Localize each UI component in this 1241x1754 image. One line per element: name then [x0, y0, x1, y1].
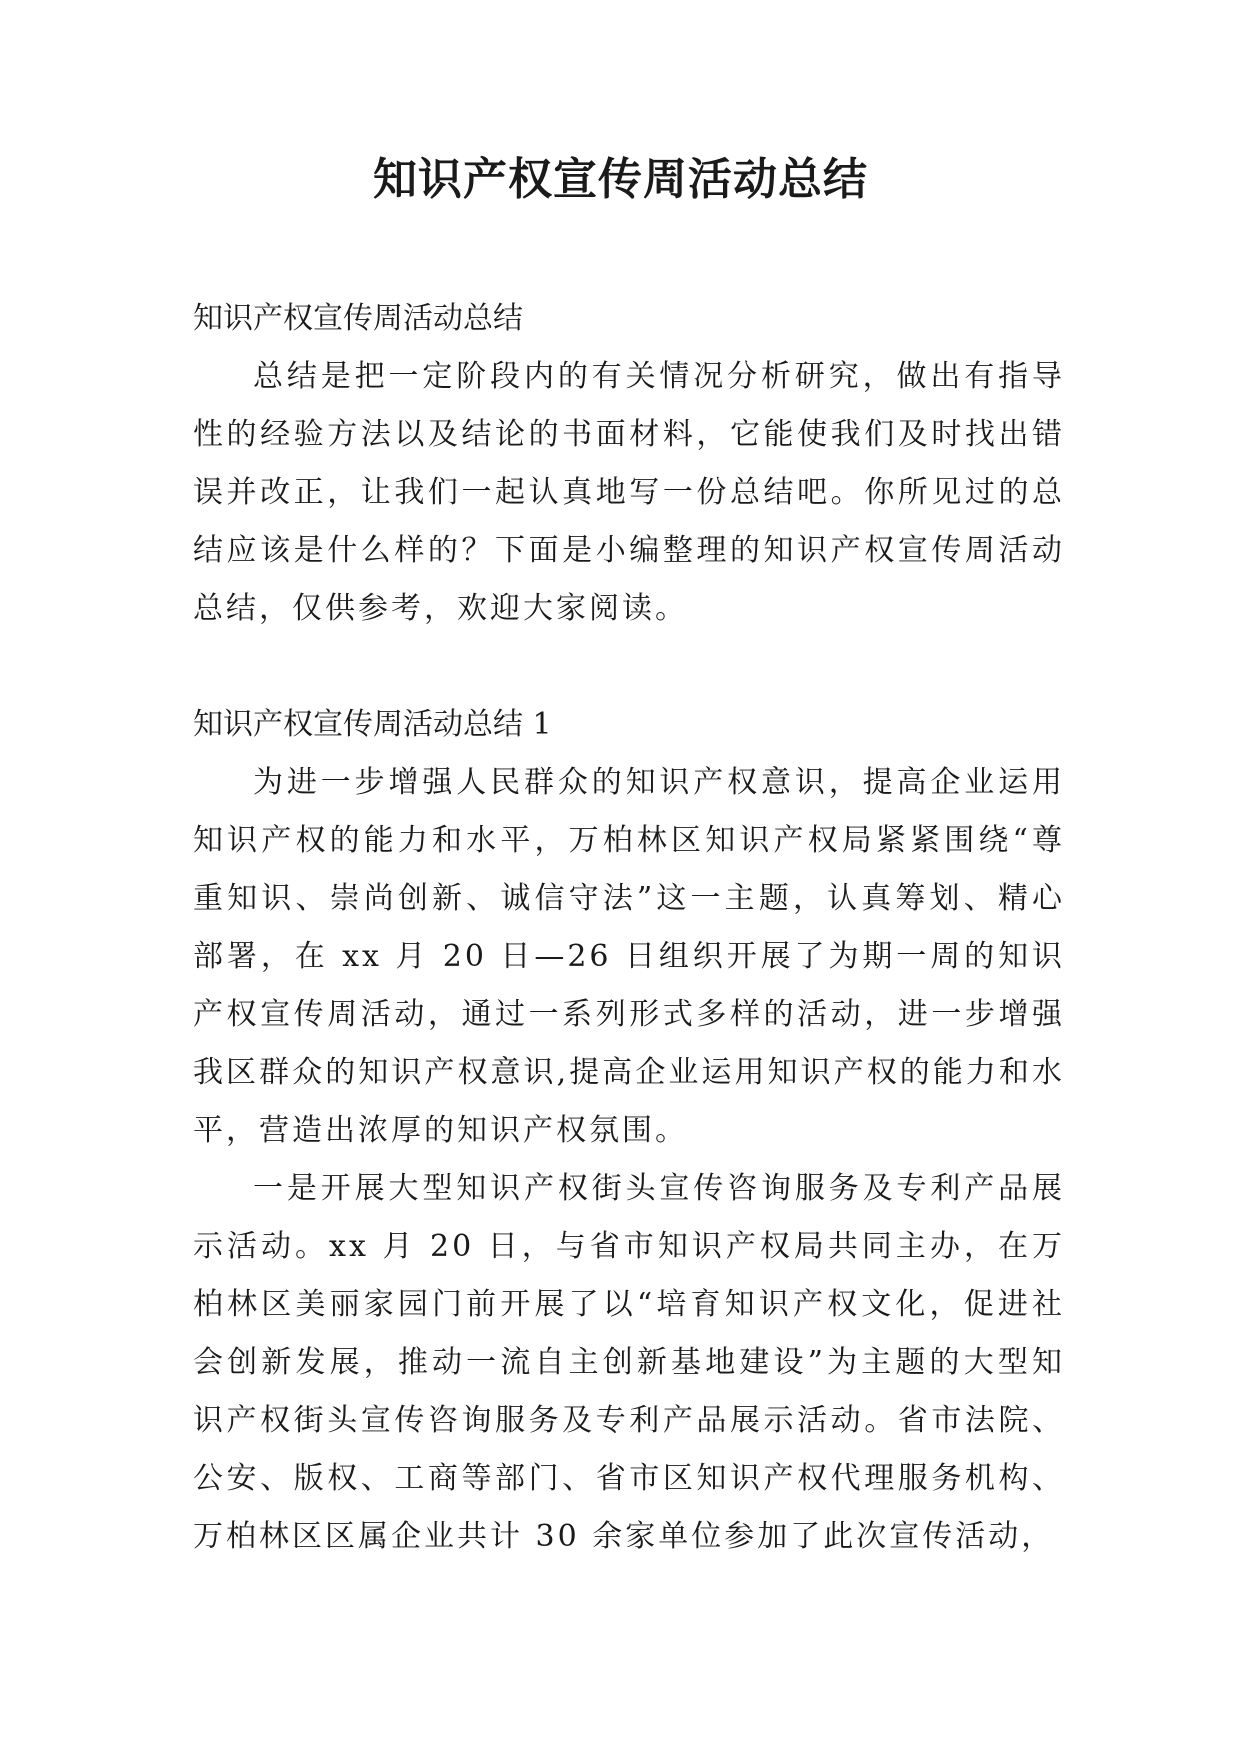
intro-heading: 知识产权宣传周活动总结 — [193, 301, 523, 336]
section-spacer — [193, 638, 1065, 696]
section-paragraph-1: 为进一步增强人民群众的知识产权意识，提高企业运用知识产权的能力和水平，万柏林区知识产权局紧紧围绕“尊重知识、崇尚创新、诚信守法”这一主题，认真筹划、精心部署，在 xx 月 20 日—26 日组织开展了为期一周的知识产权宣传周活动，通过一系列形式多样的活动，进一步增强我区群众的知识产权意识,提高企业运用知识产权的能力和水平，营造出浓厚的知识产权氛围。 — [193, 765, 1065, 1148]
section-paragraph-2: 一是开展大型知识产权街头宣传咨询服务及专利产品展示活动。xx 月 20 日，与省市知识产权局共同主办，在万柏林区美丽家园门前开展了以“培育知识产权文化，促进社会创新发展，推动一流自主创新基地建设”为主题的大型知识产权街头宣传咨询服务及专利产品展示活动。省市法院、公安、版权、工商等部门、省市区知识产权代理服务机构、万柏林区区属企业共计 30 余家单位参加了此次宣传活动， — [193, 1171, 1065, 1554]
document-title: 知识产权宣传周活动总结 — [373, 154, 868, 205]
intro-paragraph: 总结是把一定阶段内的有关情况分析研究，做出有指导性的经验方法以及结论的书面材料，它能使我们及时找出错误并改正，让我们一起认真地写一份总结吧。你所见过的总结应该是什么样的？下面是小编整理的知识产权宣传周活动总结，仅供参考，欢迎大家阅读。 — [193, 359, 1065, 626]
document-body — [193, 290, 1065, 1566]
section-heading: 知识产权宣传周活动总结 1 — [193, 707, 552, 742]
